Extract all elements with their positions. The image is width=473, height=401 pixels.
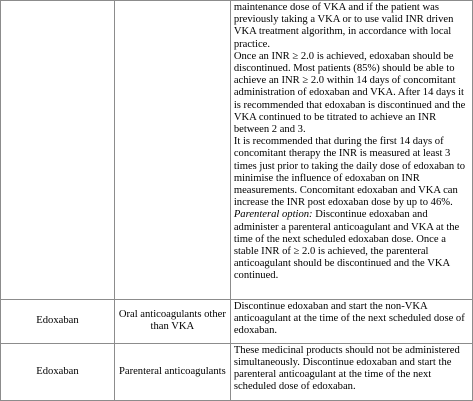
recommendation-cell: [230, 1, 472, 300]
to-cell: [114, 1, 230, 300]
table-row: [1, 1, 473, 300]
paragraph: [234, 209, 470, 282]
parenteral-option-label: Parenteral option:: [233, 209, 313, 221]
recommendation-cell: These medicinal products should not be administered simultaneously. Discontinue edoxaban and start the parenteral anticoagulant at the time of the next scheduled dose of edoxaban.: [230, 343, 472, 400]
paragraph: It is recommended that during the first 14 days of concomitant therapy the INR is measured at least 3 times just prior to taking the daily dose of edoxaban to minimise the influence of edoxaban on INR measurements. Concomitant edoxaban and VKA can increase the INR post edoxaban dose by up to 46%.: [233, 136, 466, 209]
from-cell: Edoxaban: [1, 299, 115, 343]
from-cell: Edoxaban: [1, 343, 115, 400]
paragraph: Once an INR ≥ 2.0 is achieved, edoxaban should be discontinued. Most patients (85%) should be able to achieve an INR ≥ 2.0 within 14 days of concomitant administration of edoxaban and VKA. After 14 days it is recommended that edoxaban is discontinued and the VKA continued to be titrated to achieve an INR between 2 and 3.: [233, 50, 466, 136]
parenteral-option-text: Discontinue edoxaban and administer a parenteral anticoagulant and VKA at the time of the next scheduled edoxaban dose. Once a stable INR of ≥ 2.0 is achieved, the parenteral anticoagulant should be discontinued and the VKA continued.: [233, 209, 460, 282]
from-cell: [1, 1, 115, 300]
recommendation-cell: Discontinue edoxaban and start the non-VKA anticoagulant at the time of the next scheduled dose of edoxaban.: [230, 299, 472, 343]
table-row: [1, 343, 473, 400]
paragraph: maintenance dose of VKA and if the patient was previously taking a VKA or to use valid INR driven VKA treatment algorithm, in accordance with local practice.: [233, 2, 454, 50]
to-cell: Oral anticoagulants other than VKA: [114, 299, 230, 343]
table-row: [1, 299, 473, 343]
to-cell: Parenteral anticoagulants: [114, 343, 230, 400]
